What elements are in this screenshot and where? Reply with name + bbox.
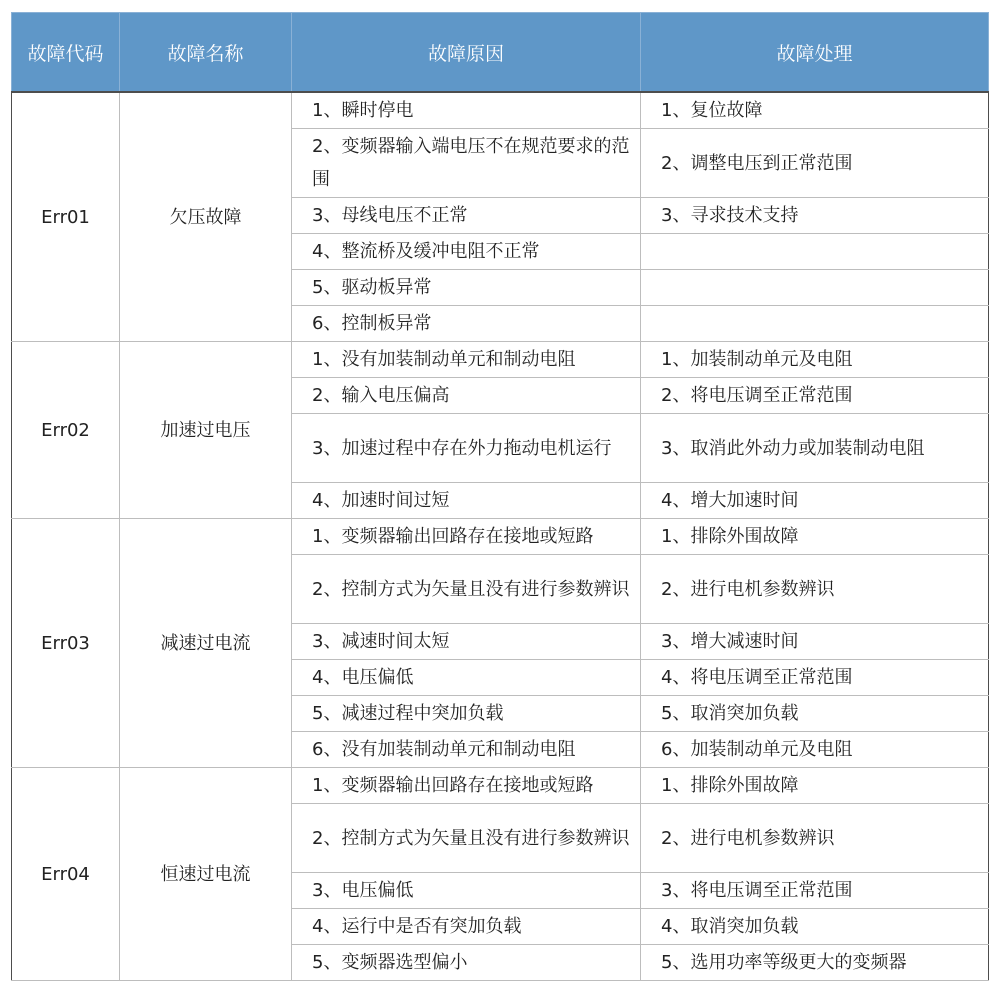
- header-fault-code: 故障代码: [12, 13, 120, 93]
- fault-fix-cell: 1、排除外围故障: [641, 519, 989, 555]
- fault-fix-cell: 4、将电压调至正常范围: [641, 660, 989, 696]
- fault-name-cell: 加速过电压: [120, 342, 292, 519]
- fault-cause-cell: 3、加速过程中存在外力拖动电机运行: [292, 414, 641, 483]
- fault-fix-cell: 3、将电压调至正常范围: [641, 873, 989, 909]
- fault-fix-cell: 5、选用功率等级更大的变频器: [641, 945, 989, 981]
- fault-fix-cell: 3、增大减速时间: [641, 624, 989, 660]
- fault-cause-cell: 4、加速时间过短: [292, 483, 641, 519]
- table-row: [12, 342, 989, 378]
- fault-cause-cell: 3、电压偏低: [292, 873, 641, 909]
- fault-fix-cell: [641, 234, 989, 270]
- fault-table: [11, 12, 989, 981]
- fault-cause-cell: 2、控制方式为矢量且没有进行参数辨识: [292, 555, 641, 624]
- fault-fix-cell: 2、进行电机参数辨识: [641, 555, 989, 624]
- fault-name-cell: 欠压故障: [120, 92, 292, 342]
- fault-name-cell: 恒速过电流: [120, 768, 292, 981]
- fault-fix-cell: 3、寻求技术支持: [641, 198, 989, 234]
- table-header-row: [12, 13, 989, 93]
- table-row: [12, 768, 989, 804]
- table-row: [12, 92, 989, 129]
- fault-name-cell: 减速过电流: [120, 519, 292, 768]
- fault-cause-cell: 1、变频器输出回路存在接地或短路: [292, 768, 641, 804]
- fault-fix-cell: 1、复位故障: [641, 92, 989, 129]
- fault-fix-cell: 4、取消突加负载: [641, 909, 989, 945]
- fault-cause-cell: 4、运行中是否有突加负载: [292, 909, 641, 945]
- fault-cause-cell: 5、变频器选型偏小: [292, 945, 641, 981]
- fault-cause-cell: 2、变频器输入端电压不在规范要求的范围: [292, 129, 641, 198]
- fault-cause-cell: 6、控制板异常: [292, 306, 641, 342]
- fault-fix-cell: 2、调整电压到正常范围: [641, 129, 989, 198]
- fault-cause-cell: 2、控制方式为矢量且没有进行参数辨识: [292, 804, 641, 873]
- fault-cause-cell: 1、没有加装制动单元和制动电阻: [292, 342, 641, 378]
- fault-fix-cell: 2、将电压调至正常范围: [641, 378, 989, 414]
- fault-fix-cell: 2、进行电机参数辨识: [641, 804, 989, 873]
- fault-cause-cell: 2、输入电压偏高: [292, 378, 641, 414]
- fault-cause-cell: 4、电压偏低: [292, 660, 641, 696]
- fault-fix-cell: 3、取消此外动力或加装制动电阻: [641, 414, 989, 483]
- fault-fix-cell: 1、加装制动单元及电阻: [641, 342, 989, 378]
- header-fault-cause: 故障原因: [292, 13, 641, 93]
- fault-cause-cell: 6、没有加装制动单元和制动电阻: [292, 732, 641, 768]
- fault-fix-cell: 4、增大加速时间: [641, 483, 989, 519]
- fault-cause-cell: 3、母线电压不正常: [292, 198, 641, 234]
- fault-code-cell: Err04: [12, 768, 120, 981]
- fault-cause-cell: 5、减速过程中突加负载: [292, 696, 641, 732]
- table-row: [12, 519, 989, 555]
- fault-cause-cell: 1、瞬时停电: [292, 92, 641, 129]
- fault-code-cell: Err01: [12, 92, 120, 342]
- fault-fix-cell: [641, 306, 989, 342]
- fault-code-cell: Err03: [12, 519, 120, 768]
- header-fault-name: 故障名称: [120, 13, 292, 93]
- fault-cause-cell: 4、整流桥及缓冲电阻不正常: [292, 234, 641, 270]
- fault-cause-cell: 3、减速时间太短: [292, 624, 641, 660]
- header-fault-fix: 故障处理: [641, 13, 989, 93]
- fault-fix-cell: 6、加装制动单元及电阻: [641, 732, 989, 768]
- fault-fix-cell: 5、取消突加负载: [641, 696, 989, 732]
- fault-fix-cell: 1、排除外围故障: [641, 768, 989, 804]
- fault-cause-cell: 1、变频器输出回路存在接地或短路: [292, 519, 641, 555]
- fault-cause-cell: 5、驱动板异常: [292, 270, 641, 306]
- fault-fix-cell: [641, 270, 989, 306]
- fault-code-cell: Err02: [12, 342, 120, 519]
